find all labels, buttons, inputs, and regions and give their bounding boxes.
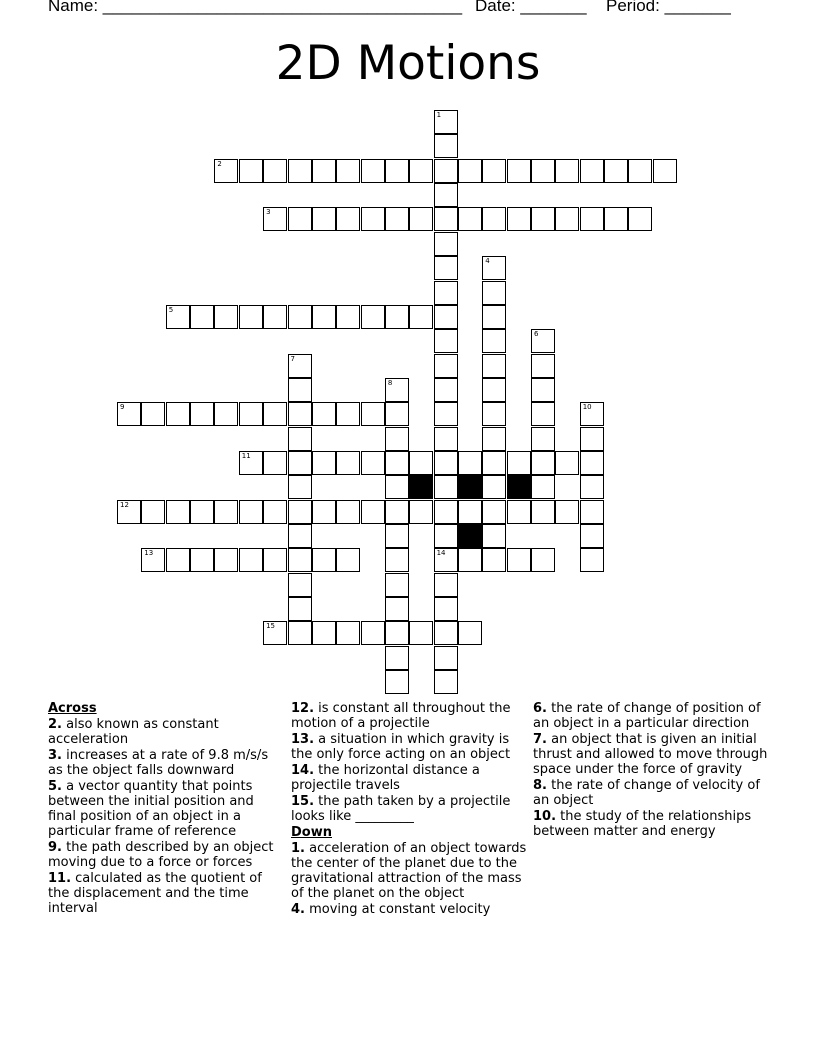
clue-number: 9	[120, 403, 125, 412]
crossword-cell[interactable]	[434, 256, 458, 280]
crossword-cell[interactable]	[482, 548, 506, 572]
crossword-cell[interactable]	[555, 500, 579, 524]
crossword-cell[interactable]	[409, 207, 433, 231]
page-title: 2D Motions	[275, 36, 541, 91]
crossword-cell[interactable]	[288, 621, 312, 645]
crossword-cell[interactable]	[385, 378, 409, 402]
crossword-cell[interactable]	[361, 305, 385, 329]
crossword-cell[interactable]	[434, 329, 458, 353]
crossword-cell[interactable]	[385, 597, 409, 621]
crossword-cell[interactable]	[263, 159, 287, 183]
clue-down-6: 6. the rate of change of position of an object in a particular direction	[533, 701, 761, 731]
crossword-cell[interactable]	[190, 305, 214, 329]
crossword-cell[interactable]	[385, 646, 409, 670]
crossword-cell[interactable]	[531, 500, 555, 524]
crossword-cell[interactable]	[458, 500, 482, 524]
crossword-cell[interactable]	[507, 207, 531, 231]
down-heading: Down	[291, 825, 332, 840]
clue-number: 10	[582, 403, 592, 412]
crossword-cell[interactable]	[604, 207, 628, 231]
crossword-cell[interactable]	[482, 500, 506, 524]
crossword-cell[interactable]	[263, 305, 287, 329]
crossword-cell[interactable]	[458, 451, 482, 475]
crossword-cell[interactable]	[434, 646, 458, 670]
clue-down-7: 7. an object that is given an initial thrust and allowed to move through space under the force of gravity	[533, 732, 768, 777]
crossword-cell[interactable]	[580, 427, 604, 451]
crossword-cell[interactable]	[434, 402, 458, 426]
crossword-cell[interactable]	[288, 305, 312, 329]
clue-across-14: 14. the horizontal distance a projectile travels	[291, 763, 480, 793]
crossword-cell[interactable]	[214, 159, 238, 183]
crossword-cell[interactable]	[409, 305, 433, 329]
crossword-cell[interactable]	[482, 402, 506, 426]
crossword-cell[interactable]	[531, 329, 555, 353]
crossword-cell[interactable]	[385, 207, 409, 231]
crossword-cell[interactable]	[263, 500, 287, 524]
crossword-cell[interactable]	[434, 378, 458, 402]
crossword-cell[interactable]	[458, 548, 482, 572]
crossword-cell[interactable]	[531, 159, 555, 183]
crossword-cell[interactable]	[263, 402, 287, 426]
crossword-cell[interactable]	[434, 524, 458, 548]
period-field[interactable]: Period: _______	[606, 0, 731, 15]
crossword-cell[interactable]	[458, 159, 482, 183]
crossword-cell[interactable]	[434, 159, 458, 183]
crossword-cell[interactable]	[604, 159, 628, 183]
crossword-cell[interactable]	[482, 159, 506, 183]
crossword-cell[interactable]	[166, 500, 190, 524]
crossword-cell[interactable]	[507, 500, 531, 524]
crossword-cell[interactable]	[288, 159, 312, 183]
crossword-cell[interactable]	[434, 232, 458, 256]
crossword-cell[interactable]	[507, 451, 531, 475]
crossword-cell[interactable]	[214, 500, 238, 524]
crossword-cell[interactable]	[288, 354, 312, 378]
crossword-cell[interactable]	[336, 207, 360, 231]
crossword-cell[interactable]	[385, 402, 409, 426]
crossword-cell[interactable]	[385, 500, 409, 524]
crossword-cell[interactable]	[580, 475, 604, 499]
crossword-cell[interactable]	[434, 475, 458, 499]
crossword-cell[interactable]	[434, 207, 458, 231]
crossword-cell[interactable]	[336, 451, 360, 475]
crossword-cell[interactable]	[288, 207, 312, 231]
clue-across-12: 12. is constant all throughout the motion of a projectile	[291, 701, 511, 731]
crossword-cell[interactable]	[361, 207, 385, 231]
crossword-cell[interactable]	[190, 548, 214, 572]
crossword-cell[interactable]	[434, 500, 458, 524]
clue-number: 1	[436, 111, 442, 119]
clue-number: 3	[266, 208, 271, 217]
crossword-cell[interactable]	[434, 621, 458, 645]
crossword-cell[interactable]	[263, 207, 287, 231]
crossword-cell[interactable]	[385, 159, 409, 183]
crossword-cell[interactable]	[482, 427, 506, 451]
crossword-cell[interactable]	[214, 305, 238, 329]
crossword-cell[interactable]	[482, 524, 506, 548]
clue-number: 8	[387, 378, 393, 387]
crossword-cell[interactable]	[312, 548, 336, 572]
crossword-cell[interactable]	[507, 548, 531, 572]
crossword-cell[interactable]	[434, 670, 458, 694]
crossword-cell[interactable]	[166, 305, 190, 329]
crossword-cell[interactable]	[434, 281, 458, 305]
crossword-cell[interactable]	[239, 500, 263, 524]
crossword-cell[interactable]	[434, 134, 458, 158]
crossword-cell[interactable]	[580, 451, 604, 475]
crossword-cell[interactable]	[434, 597, 458, 621]
crossword-cell[interactable]	[482, 207, 506, 231]
across-heading: Across	[48, 701, 97, 716]
crossword-cell[interactable]	[458, 207, 482, 231]
black-square	[409, 475, 433, 499]
crossword-cell[interactable]	[409, 621, 433, 645]
crossword-cell[interactable]	[336, 548, 360, 572]
crossword-cell[interactable]	[385, 670, 409, 694]
clue-number: 11	[241, 451, 251, 460]
crossword-cell[interactable]	[239, 159, 263, 183]
crossword-cell[interactable]	[361, 500, 385, 524]
crossword-cell[interactable]	[531, 451, 555, 475]
crossword-cell[interactable]	[531, 427, 555, 451]
clues-column-3	[533, 701, 769, 840]
crossword-cell[interactable]	[531, 475, 555, 499]
crossword-cell[interactable]	[482, 256, 506, 280]
crossword-cell[interactable]	[482, 451, 506, 475]
clue-across-15: 15. the path taken by a projectile looks like _________	[291, 794, 511, 824]
crossword-cell[interactable]	[312, 159, 336, 183]
crossword-cell[interactable]	[555, 451, 579, 475]
crossword-cell[interactable]	[385, 524, 409, 548]
clue-number: 15	[266, 622, 276, 631]
clue-down-8: 8. the rate of change of velocity of an object	[533, 778, 760, 808]
crossword-cell[interactable]	[239, 402, 263, 426]
crossword-cell[interactable]	[434, 305, 458, 329]
crossword-cell[interactable]	[336, 402, 360, 426]
crossword-cell[interactable]	[409, 500, 433, 524]
crossword-cell[interactable]	[288, 402, 312, 426]
clue-number: 14	[436, 549, 446, 558]
clue-across-3: 3. increases at a rate of 9.8 m/s/s as the object falls downward	[48, 748, 269, 778]
clue-number: 12	[120, 500, 129, 509]
crossword-cell[interactable]	[409, 159, 433, 183]
crossword-cell[interactable]	[434, 110, 458, 134]
crossword-cell[interactable]	[482, 305, 506, 329]
crossword-cell[interactable]	[385, 548, 409, 572]
crossword-cell[interactable]	[580, 159, 604, 183]
crossword-cell[interactable]	[336, 500, 360, 524]
crossword-cell[interactable]	[482, 329, 506, 353]
crossword-cell[interactable]	[434, 573, 458, 597]
crossword-cell[interactable]	[482, 354, 506, 378]
crossword-cell[interactable]	[580, 524, 604, 548]
clue-across-13: 13. a situation in which gravity is the only force acting on an object	[291, 732, 511, 762]
crossword-cell[interactable]	[531, 207, 555, 231]
crossword-cell[interactable]	[190, 402, 214, 426]
crossword-cell[interactable]	[653, 159, 677, 183]
crossword-cell[interactable]	[580, 548, 604, 572]
clue-number: 7	[290, 354, 295, 363]
crossword-cell[interactable]	[361, 621, 385, 645]
crossword-cell[interactable]	[117, 500, 141, 524]
crossword-cell[interactable]	[434, 354, 458, 378]
crossword-cell[interactable]	[288, 427, 312, 451]
crossword-cell[interactable]	[336, 305, 360, 329]
crossword-cell[interactable]	[288, 597, 312, 621]
crossword-cell[interactable]	[628, 207, 652, 231]
clue-across-11: 11. calculated as the quotient of the displacement and the time interval	[48, 871, 262, 916]
black-square	[458, 524, 482, 548]
crossword-cell[interactable]	[312, 207, 336, 231]
crossword-cell[interactable]	[385, 451, 409, 475]
crossword-cell[interactable]	[239, 305, 263, 329]
black-square	[507, 475, 531, 499]
crossword-cell[interactable]	[458, 621, 482, 645]
clue-across-2: 2. also known as constant acceleration	[48, 717, 219, 747]
crossword-cell[interactable]	[239, 451, 263, 475]
crossword-cell[interactable]	[166, 548, 190, 572]
crossword-cell[interactable]	[531, 402, 555, 426]
crossword-cell[interactable]	[555, 159, 579, 183]
crossword-cell[interactable]	[288, 500, 312, 524]
crossword-cell[interactable]	[580, 402, 604, 426]
clue-across-9: 9. the path described by an object moving due to a force or forces	[48, 840, 274, 870]
crossword-cell[interactable]	[288, 524, 312, 548]
crossword-cell[interactable]	[531, 548, 555, 572]
crossword-cell[interactable]	[580, 207, 604, 231]
crossword-cell[interactable]	[434, 451, 458, 475]
clue-down-1: 1. acceleration of an object towards the center of the planet due to the gravitational attraction of the mass of the planet on the object	[291, 841, 527, 901]
crossword-cell[interactable]	[336, 159, 360, 183]
crossword-cell[interactable]	[336, 621, 360, 645]
clue-number: 13	[144, 549, 154, 558]
crossword-cell[interactable]	[288, 475, 312, 499]
clues-column-1	[48, 701, 274, 917]
crossword-cell[interactable]	[555, 207, 579, 231]
crossword-cell[interactable]	[263, 548, 287, 572]
clue-down-4: 4. moving at constant velocity	[291, 902, 491, 917]
crossword-cell[interactable]	[312, 451, 336, 475]
clue-number: 5	[168, 305, 174, 314]
black-square	[458, 475, 482, 499]
crossword-cell[interactable]	[482, 281, 506, 305]
crossword-cell[interactable]	[531, 354, 555, 378]
crossword-cell[interactable]	[190, 500, 214, 524]
crossword-cell[interactable]	[141, 402, 165, 426]
crossword-cell[interactable]	[482, 475, 506, 499]
crossword-cell[interactable]	[361, 451, 385, 475]
crossword-cell[interactable]	[263, 451, 287, 475]
crossword-cell[interactable]	[288, 378, 312, 402]
clue-number: 2	[217, 159, 222, 168]
crossword-cell[interactable]	[288, 548, 312, 572]
crossword-cell[interactable]	[507, 159, 531, 183]
crossword-cell[interactable]	[385, 573, 409, 597]
crossword-cell[interactable]	[385, 621, 409, 645]
crossword-cell[interactable]	[166, 402, 190, 426]
crossword-cell[interactable]	[361, 402, 385, 426]
crossword-cell[interactable]	[434, 183, 458, 207]
crossword-cell[interactable]	[361, 159, 385, 183]
crossword-cell[interactable]	[141, 548, 165, 572]
crossword-cell[interactable]	[531, 378, 555, 402]
clues-column-2	[291, 701, 527, 918]
crossword-cell[interactable]	[239, 548, 263, 572]
crossword-cell[interactable]	[434, 548, 458, 572]
crossword-cell[interactable]	[117, 402, 141, 426]
crossword-cell[interactable]	[482, 378, 506, 402]
clue-number: 6	[534, 330, 539, 339]
crossword-cell[interactable]	[628, 159, 652, 183]
crossword-cell[interactable]	[214, 548, 238, 572]
date-field[interactable]: Date: _______	[475, 0, 587, 15]
crossword-cell[interactable]	[385, 427, 409, 451]
crossword-cell[interactable]	[141, 500, 165, 524]
crossword-cell[interactable]	[385, 475, 409, 499]
crossword-cell[interactable]	[312, 500, 336, 524]
crossword-cell[interactable]	[263, 621, 287, 645]
crossword-cell[interactable]	[312, 621, 336, 645]
crossword-cell[interactable]	[312, 305, 336, 329]
clue-number: 4	[485, 257, 490, 266]
crossword-cell[interactable]	[288, 451, 312, 475]
clue-down-10: 10. the study of the relationships between matter and energy	[533, 809, 752, 839]
name-field[interactable]: Name: ______________________________________	[48, 0, 463, 15]
crossword-cell[interactable]	[385, 305, 409, 329]
crossword-cell[interactable]	[214, 402, 238, 426]
crossword-cell[interactable]	[312, 402, 336, 426]
clue-across-5: 5. a vector quantity that points between the initial position and final position of an object in a particular frame of reference	[48, 779, 254, 839]
crossword-cell[interactable]	[434, 427, 458, 451]
crossword-cell[interactable]	[580, 500, 604, 524]
crossword-cell[interactable]	[288, 573, 312, 597]
crossword-cell[interactable]	[409, 451, 433, 475]
